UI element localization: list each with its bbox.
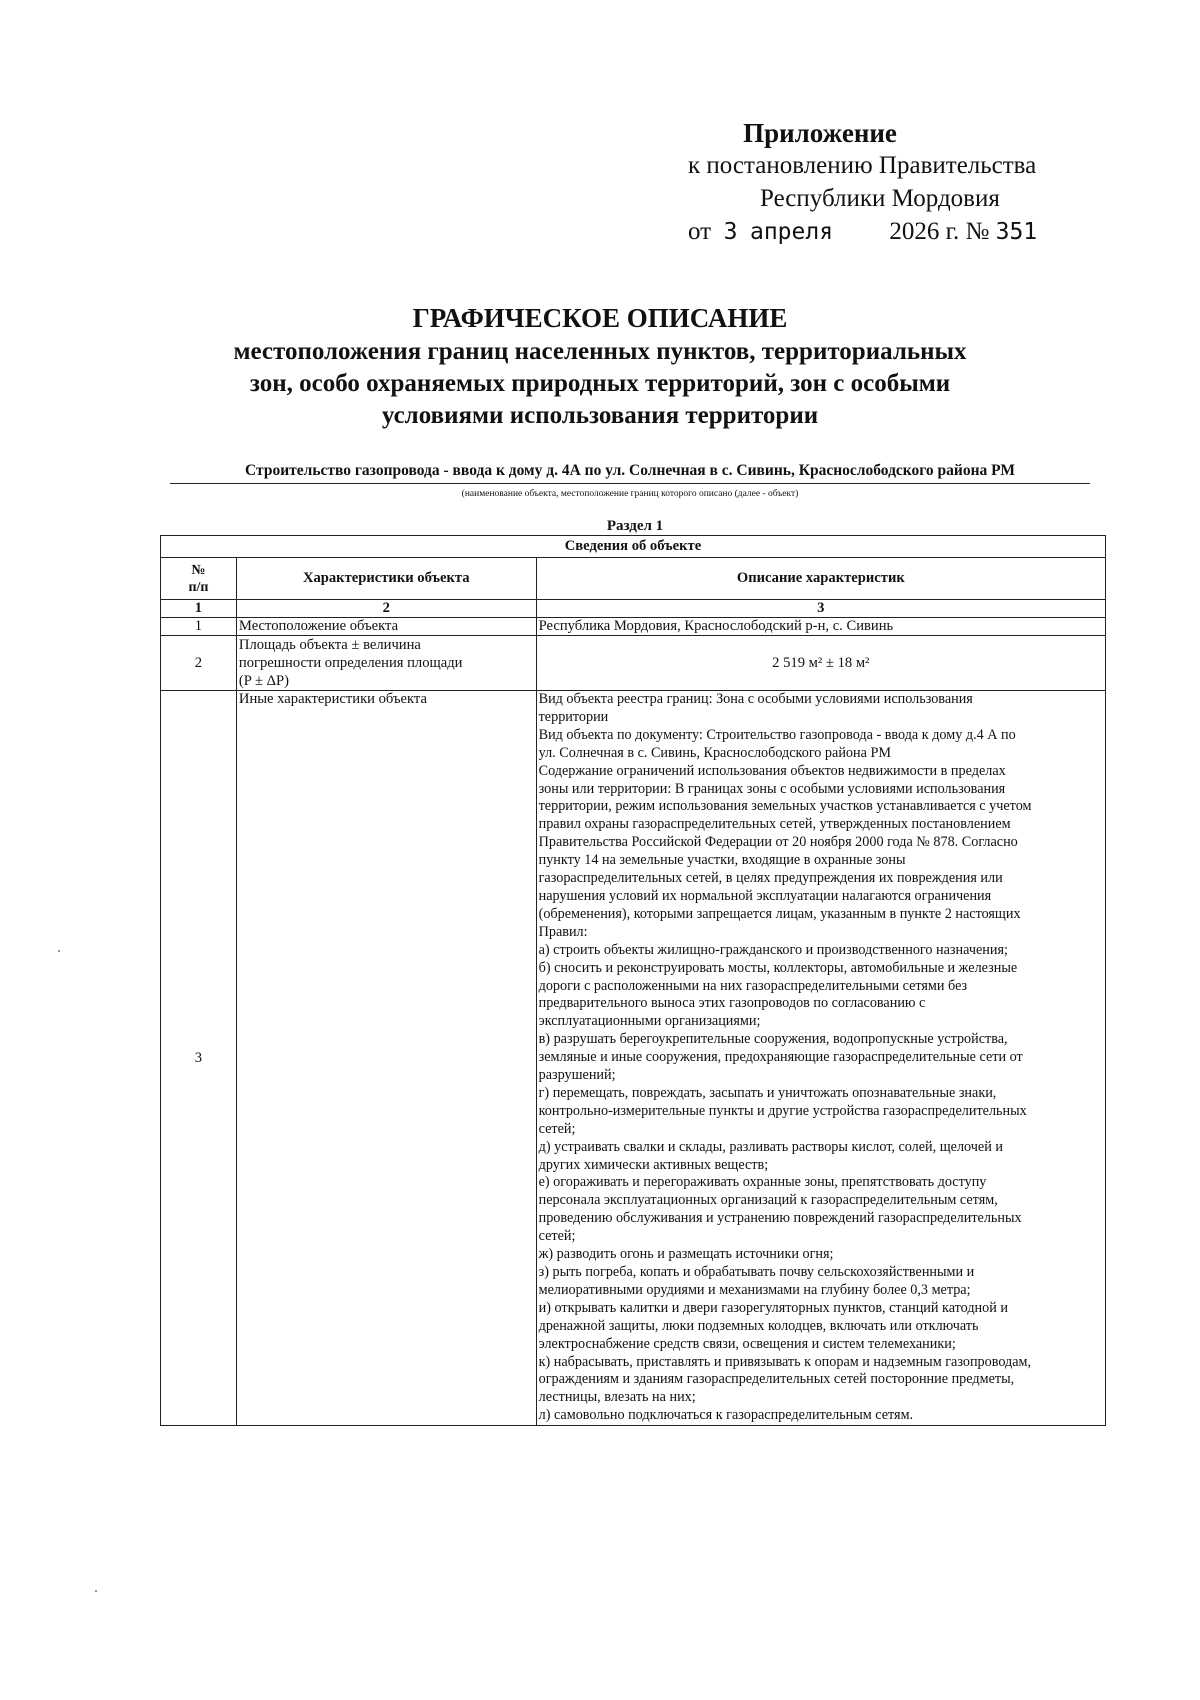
row-3-desc-line: и) открывать калитки и двери газорегуляторных пунктов, станций катодной и <box>538 1299 1008 1316</box>
row-3-desc-line: правил охраны газораспределительных сетей, утвержденных постановлением <box>538 816 1011 833</box>
row-3-desc-line: контрольно-измерительные пункты и другие устройства газораспределительных <box>538 1102 1027 1119</box>
row-3-desc-line: территории, режим использования земельных участков устанавливается с учетом <box>538 798 1032 815</box>
table-row <box>161 618 1106 636</box>
col-number-3: 3 <box>536 600 1105 618</box>
object-info-table <box>160 535 1106 1426</box>
row-3-desc-line: электроснабжение средств связи, освещения и систем телемеханики; <box>538 1335 956 1352</box>
row-3-desc-line: г) перемещать, повреждать, засыпать и уничтожать опознавательные знаки, <box>538 1084 997 1101</box>
date-year: 2026 г. № <box>889 218 990 245</box>
row-3-desc-line: з) рыть погреба, копать и обрабатывать почву сельскохозяйственными и <box>538 1264 975 1280</box>
row-3-desc-line: разрушений; <box>538 1067 616 1084</box>
row-1-num: 1 <box>161 618 237 636</box>
row-3-desc-line: ограждениям и зданиям газораспределительных сетей посторонние предметы, <box>538 1371 1015 1388</box>
table-caption: Сведения об объекте <box>161 536 1106 558</box>
row-3-desc-line: зоны или территории: В границах зоны с особыми условиями использования <box>538 780 1006 797</box>
row-3-desc-line: ул. Солнечная в с. Сивинь, Краснослободского района РМ <box>538 744 891 761</box>
row-3-desc <box>536 691 1105 1426</box>
appendix-line-1: к постановлению Правительства <box>688 152 1037 179</box>
row-3-desc-line: дренажной защиты, люки подземных колодцев, включать или отключать <box>538 1317 979 1334</box>
row-3-desc-line: лестницы, влезать на них; <box>538 1389 696 1406</box>
row-3-desc-line: газораспределительных сетей, в целях предупреждения их повреждения или <box>538 870 1003 887</box>
object-name: Строительство газопровода - ввода к дому д. 4А по ул. Солнечная в с. Сивинь, Краснослободского района РМ <box>170 462 1090 484</box>
document-title: ГРАФИЧЕСКОЕ ОПИСАНИЕ <box>412 303 788 333</box>
appendix-line-2: Республики Мордовия <box>760 185 1000 212</box>
row-3-desc-line: территории <box>538 708 609 725</box>
date-month: апреля <box>749 219 834 245</box>
row-3-desc-line: ж) разводить огонь и размещать источники огня; <box>538 1246 834 1263</box>
row-3-desc-line: сетей; <box>538 1120 576 1137</box>
row-3-desc-line: д) устраивать свалки и склады, разливать растворы кислот, солей, щелочей и <box>538 1138 1003 1155</box>
header-description: Описание характеристик <box>536 558 1105 600</box>
row-3-desc-line: проведению обслуживания и устранению повреждений газораспределительных <box>538 1210 1022 1227</box>
row-3-desc-line: Правительства Российской Федерации от 20 ноября 2000 года № 878. Согласно <box>538 834 1018 851</box>
scan-speck <box>58 950 60 952</box>
document-heading <box>160 300 1040 432</box>
row-3-desc-line: Правил: <box>538 923 588 940</box>
row-3-desc-line: Вид объекта по документу: Строительство газопровода - ввода к дому д.4 А по <box>538 726 1016 743</box>
col-number-1: 1 <box>161 600 237 618</box>
row-3-desc-line: Содержание ограничений использования объектов недвижимости в пределах <box>538 762 1006 779</box>
row-3-desc-line: л) самовольно подключаться к газораспределительным сетям. <box>538 1407 914 1424</box>
date-prefix: от <box>688 218 712 245</box>
row-3-desc-line: к) набрасывать, приставлять и привязывать к опорам и надземным газопроводам, <box>538 1353 1032 1370</box>
scan-speck <box>95 1590 97 1592</box>
heading-line-1: местоположения границ населенных пунктов, территориальных <box>233 338 967 365</box>
row-3-desc-line: дороги с расположенными на них газораспределительными сетями без <box>538 977 968 994</box>
object-name-note: (наименование объекта, местоположение границ которого описано (далее - объект) <box>461 489 799 499</box>
table-row <box>161 636 1106 691</box>
document-number: 351 <box>995 219 1038 245</box>
row-2-name <box>236 636 536 691</box>
row-2-name-line-2: погрешности определения площади <box>238 655 463 671</box>
row-3-desc-line: Вид объекта реестра границ: Зона с особыми условиями использования <box>538 691 973 707</box>
row-2-desc: 2 519 м² ± 18 м² <box>536 636 1105 691</box>
row-3-desc-line: а) строить объекты жилищно-гражданского и производственного назначения; <box>538 941 1008 958</box>
row-2-num: 2 <box>161 636 237 691</box>
appendix-date <box>688 215 1100 249</box>
heading-line-2: зон, особо охраняемых природных территорий, зон с особыми <box>249 370 951 397</box>
row-3-desc-line: земляные и иные сооружения, предохраняющие газораспределительные сети от <box>538 1049 1023 1066</box>
heading-line-3: условиями использования территории <box>381 402 819 429</box>
row-1-name: Местоположение объекта <box>236 618 536 636</box>
col-number-2: 2 <box>236 600 536 618</box>
section-label: Раздел 1 <box>606 518 664 534</box>
row-3-desc-line: пункту 14 на земельные участки, входящие в охранные зоны <box>538 852 906 869</box>
row-3-desc-line: в) разрушать берегоукрепительные сооружения, водопропускные устройства, <box>538 1031 1008 1048</box>
row-3-desc-line: б) сносить и реконструировать мосты, коллекторы, автомобильные и железные <box>538 959 1018 976</box>
row-3-num: 3 <box>161 691 237 1426</box>
row-3-desc-line: нарушения условий их нормальной эксплуатации налагаются ограничения <box>538 887 992 904</box>
row-3-desc-line: мелиоративными орудиями и механизмами на глубину более 0,3 метра; <box>538 1281 971 1298</box>
row-2-name-line-3: (P ± ΔP) <box>238 673 290 689</box>
row-3-desc-line: сетей; <box>538 1228 576 1245</box>
header-characteristic: Характеристики объекта <box>236 558 536 600</box>
row-3-desc-line: (обременения), которыми запрещается лицам, указанным в пункте 2 настоящих <box>538 905 1021 922</box>
row-3-desc-line: других химически активных веществ; <box>538 1156 769 1173</box>
appendix-title: Приложение <box>743 118 897 148</box>
date-day: 3 <box>723 219 738 245</box>
row-3-desc-line: е) огораживать и перегораживать охранные зоны, препятствовать доступу <box>538 1174 987 1191</box>
row-1-desc: Республика Мордовия, Краснослободский р-н, с. Сивинь <box>536 618 1105 636</box>
table-row <box>161 691 1106 1426</box>
row-3-name: Иные характеристики объекта <box>236 691 536 1426</box>
row-3-desc-line: предварительного выноса этих газопроводов по согласованию с <box>538 995 926 1012</box>
header-num: № п/п <box>161 558 237 600</box>
row-3-desc-line: эксплуатационными организациями; <box>538 1013 761 1030</box>
row-2-name-line-1: Площадь объекта ± величина <box>238 637 421 653</box>
appendix-block <box>680 118 1100 249</box>
row-3-desc-line: персонала эксплуатационных организаций к газораспределительным сетям, <box>538 1192 998 1209</box>
